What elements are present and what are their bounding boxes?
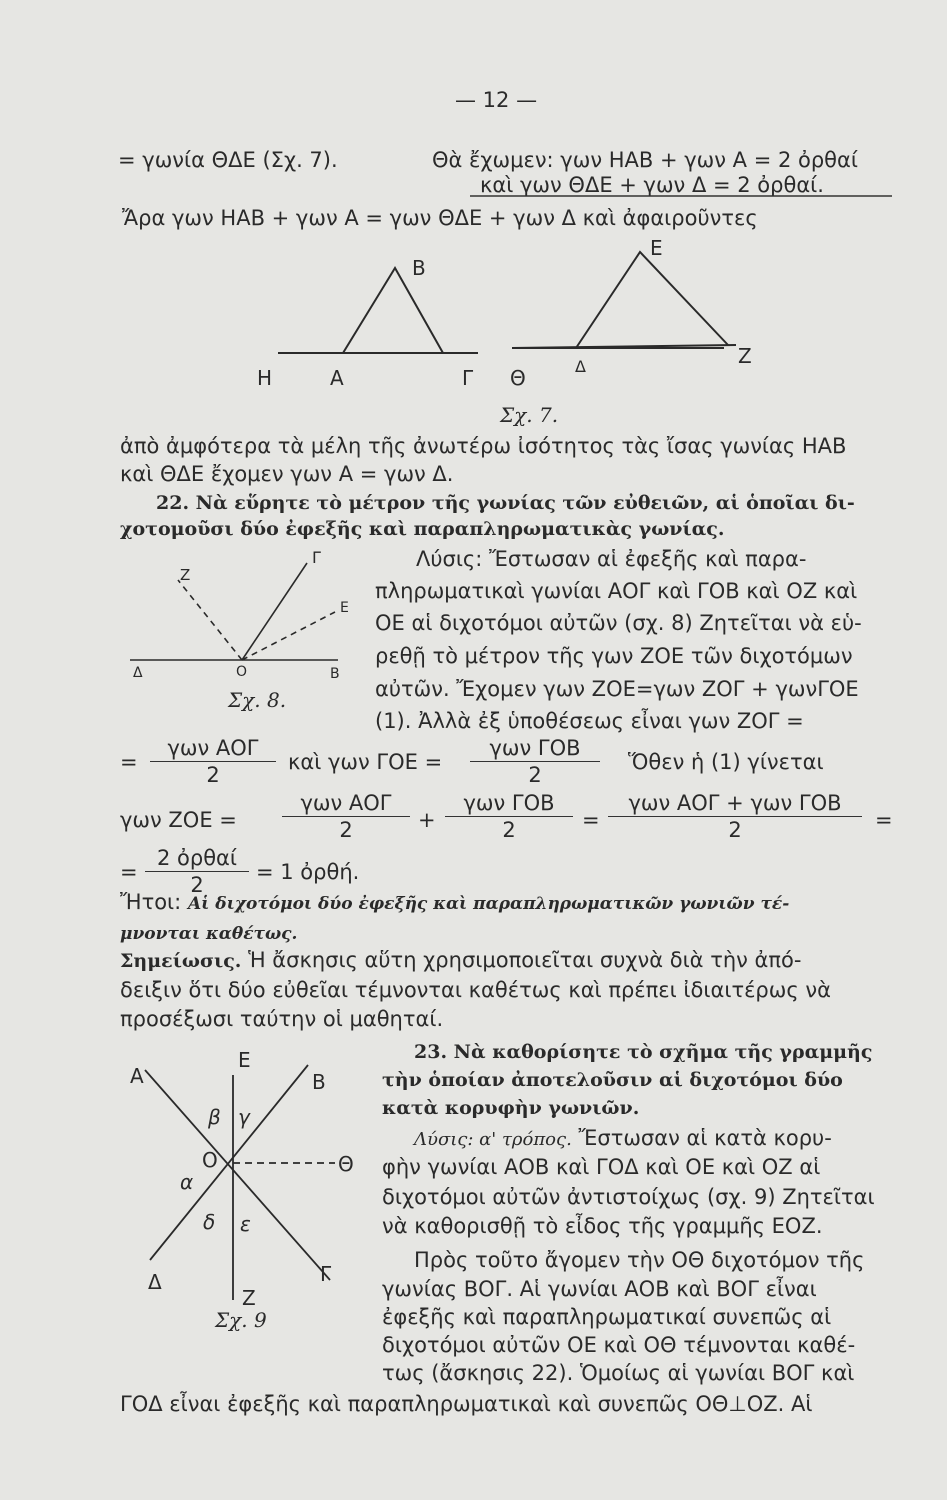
fig8-caption: Σχ. 8. (228, 688, 287, 712)
math3-equals: = (120, 860, 138, 884)
fig7-left-triangle (343, 268, 443, 353)
math2-fraction-1 (282, 790, 410, 843)
solution-23-line-5: Πρὸς τοῦτο ἄγομεν τὴν ΟΘ διχοτόμον τῆς (414, 1248, 865, 1272)
fig8-label-o: Ο (236, 664, 248, 680)
math2-fraction-1-num: γων ΑΟΓ (282, 790, 410, 817)
fig8-bisector-oz (178, 580, 242, 660)
math2-fraction-2-num: γων ΓΟΒ (445, 790, 573, 817)
paragraph-1-line-2: καὶ ΘΔΕ ἔχομεν γων Α = γων Δ. (120, 462, 454, 486)
exercise-23-line-1: 23. Νὰ καθορίσητε τὸ σχῆμα τῆς γραμμῆς (414, 1041, 873, 1063)
fig9-label-a: Α (130, 1064, 144, 1088)
note-line-1 (120, 946, 801, 975)
solution-23-label: Λύσις: α' τρόπος. (414, 1129, 572, 1150)
note-label: Σημείωσις. (120, 950, 242, 972)
fig7-right-triangle (576, 252, 728, 348)
math1-fraction-b-num: γων ΓΟΒ (470, 735, 600, 762)
math2-fraction-2-den: 2 (502, 818, 516, 842)
solution-22-line-1: Λύσις: Ἔστωσαν αἱ ἐφεξῆς καὶ παρα- (416, 547, 807, 571)
math1-tail: Ὅθεν ἡ (1) γίνεται (628, 750, 824, 774)
math3-rhs: = 1 ὀρθή. (256, 860, 360, 884)
math1-fraction-a-num: γων ΑΟΓ (150, 735, 276, 762)
equation-line-3: Ἄρα γων ΗΑΒ + γων Α = γων ΘΔΕ + γων Δ καὶ ἀφαιροῦντες (122, 206, 758, 230)
math2-fraction-2 (445, 790, 573, 843)
exercise-22-line-2: χοτομοῦσι δύο ἐφεξῆς καὶ παραπληρωματικὰς γωνίας. (120, 518, 725, 540)
itoi-line-1 (120, 888, 789, 918)
note-line-3: προσέξωσι ταύτην οἱ μαθηταί. (120, 1007, 444, 1031)
math2-plus: + (418, 808, 436, 832)
page-number: — 12 — (455, 88, 538, 112)
fig7-label-th: Θ (510, 366, 526, 390)
solution-23-line-6: γωνίας ΒΟΓ. Αἱ γωνίαι ΑΟΒ καὶ ΒΟΓ εἶναι (382, 1277, 817, 1301)
fig9-label-o: Ο (202, 1148, 218, 1172)
math1-fraction-a-den: 2 (206, 763, 220, 787)
fig8-label-e: Ε (340, 600, 349, 616)
fig9-line-ag (145, 1070, 330, 1280)
solution-22-line-2: πληρωματικαὶ γωνίαι ΑΟΓ καὶ ΓΟΒ καὶ ΟΖ καὶ (375, 579, 858, 603)
exercise-23-line-3: κατὰ κορυφὴν γωνιῶν. (382, 1097, 640, 1119)
math2-fraction-3-den: 2 (728, 818, 742, 842)
solution-23-line-2: φὴν γωνίαι ΑΟΒ καὶ ΓΟΔ καὶ ΟΕ καὶ ΟΖ αἱ (382, 1155, 821, 1179)
fig9-label-e: Ε (238, 1048, 251, 1072)
math3-fraction-num: 2 ὀρθαί (145, 845, 249, 872)
solution-23-line-3: διχοτόμοι αὐτῶν ἀντιστοίχως (σχ. 9) Ζητεῖται (382, 1185, 875, 1209)
exercise-23-line-2: τὴν ὁποίαν ἀποτελοῦσιν αἱ διχοτόμοι δύο (382, 1069, 843, 1091)
math2-equals: = (582, 808, 600, 832)
exercise-22-line-1: 22. Νὰ εὕρητε τὸ μέτρον τῆς γωνίας τῶν εὐθειῶν, αἱ ὁποῖαι δι- (156, 492, 855, 514)
itoi-label: Ἤτοι: (120, 890, 182, 914)
fig9-label-alpha: α (180, 1170, 194, 1194)
fig9-label-beta: β (208, 1105, 221, 1129)
note-line-2: δειξιν ὅτι δύο εὐθεῖαι τέμνονται καθέτως καὶ πρέπει ἰδιαιτέρως νὰ (120, 978, 831, 1002)
fig9-label-epsilon: ε (240, 1212, 251, 1236)
solution-23-line-7: ἐφεξῆς καὶ παραπληρωματικαί συνεπῶς αἱ (382, 1305, 832, 1329)
solution-22-line-3: ΟΕ αἱ διχοτόμοι αὐτῶν (σχ. 8) Ζητεῖται νὰ εὑ- (375, 611, 862, 635)
fig7-label-e: Ε (650, 236, 663, 260)
equation-line-1-left: = γωνία ΘΔΕ (Σχ. 7). (118, 148, 338, 172)
solution-22-line-5: αὐτῶν. Ἔχομεν γων ΖΟΕ=γων ΖΟΓ + γωνΓΟΕ (375, 677, 859, 701)
fig7-label-h: Η (257, 366, 273, 390)
equation-line-2-right: καὶ γων ΘΔΕ + γων Δ = 2 ὀρθαί. (480, 173, 824, 197)
math3-fraction-den: 2 (190, 873, 204, 897)
fig8-label-b: Β (330, 666, 340, 682)
math2-fraction-3 (608, 790, 862, 843)
solution-23-line-1 (414, 1124, 832, 1154)
figure-8 (130, 563, 338, 660)
solution-22-line-6: (1). Ἀλλὰ ἐξ ὑποθέσεως εἶναι γων ΖΟΓ = (375, 709, 804, 733)
solution-23-line-8: διχοτόμοι αὐτῶν ΟΕ καὶ ΟΘ τέμνονται καθέ- (382, 1333, 856, 1357)
math1-fraction-b-den: 2 (528, 763, 542, 787)
fig8-label-z: Ζ (180, 566, 191, 584)
math2-lhs: γων ΖΟΕ = (120, 808, 237, 832)
fig8-ray-og (242, 563, 307, 660)
math1-equals: = (120, 750, 138, 774)
math1-kai: καὶ γων ΓΟΕ = (288, 750, 443, 774)
fig7-label-g: Γ (462, 366, 474, 390)
math2-fraction-3-num: γων ΑΟΓ + γων ΓΟΒ (608, 790, 862, 817)
fig9-caption: Σχ. 9 (215, 1308, 267, 1332)
fig8-label-g: Γ (312, 548, 321, 567)
itoi-text-1: Αἱ διχοτόμοι δύο ἐφεξῆς καὶ παραπληρωματικῶν γωνιῶν τέ- (187, 894, 790, 914)
solution-22-line-4: ρεθῇ τὸ μέτρον τῆς γων ΖΟΕ τῶν διχοτόμων (375, 644, 853, 668)
fig8-bisector-oe (242, 612, 335, 660)
fig9-label-delta: δ (203, 1210, 216, 1234)
figure-9 (145, 1065, 335, 1300)
fig7-label-z: Ζ (738, 344, 752, 368)
equation-line-1-right: Θὰ ἔχωμεν: γων ΗΑΒ + γων Α = 2 ὀρθαί (432, 148, 858, 172)
math2-fraction-1-den: 2 (339, 818, 353, 842)
math1-fraction-a (150, 735, 276, 788)
fig7-label-a: Α (330, 366, 344, 390)
fig7-label-b: Β (412, 256, 426, 280)
solution-23-line-9: τως (ἄσκησις 22). Ὁμοίως αἱ γωνίαι ΒΟΓ καὶ (382, 1361, 855, 1385)
fig9-label-b: Β (312, 1070, 326, 1094)
fig7-label-d: Δ (575, 357, 586, 376)
itoi-line-2: μνονται καθέτως. (120, 924, 298, 944)
fig9-label-gamma: γ (238, 1105, 250, 1129)
fig9-label-g: Γ (320, 1262, 332, 1286)
math1-fraction-b (470, 735, 600, 788)
figure-7 (278, 252, 736, 353)
fig9-label-d: Δ (148, 1270, 162, 1294)
fig7-caption: Σχ. 7. (500, 403, 559, 427)
fig8-label-d: Δ (133, 665, 143, 681)
solution-23-line-4: νὰ καθορισθῇ τὸ εἶδος τῆς γραμμῆς ΕΟΖ. (382, 1214, 823, 1238)
fig9-label-z: Ζ (242, 1286, 256, 1310)
fig9-label-th: Θ (338, 1152, 354, 1176)
last-line: ΓΟΔ εἶναι ἐφεξῆς καὶ παραπληρωματικαὶ καὶ συνεπῶς ΟΘ⊥ΟΖ. Αἱ (120, 1392, 813, 1416)
note-text-1: Ἡ ἄσκησις αὕτη χρησιμοποιεῖται συχνὰ διὰ τὴν ἀπό- (248, 948, 802, 972)
solution-23-text-1: Ἔστωσαν αἱ κατὰ κορυ- (578, 1126, 832, 1150)
math2-equals-end: = (875, 808, 893, 832)
paragraph-1-line-1: ἀπὸ ἀμφότερα τὰ μέλη τῆς ἀνωτέρω ἰσότητος τὰς ἴσας γωνίας ΗΑΒ (120, 434, 847, 458)
